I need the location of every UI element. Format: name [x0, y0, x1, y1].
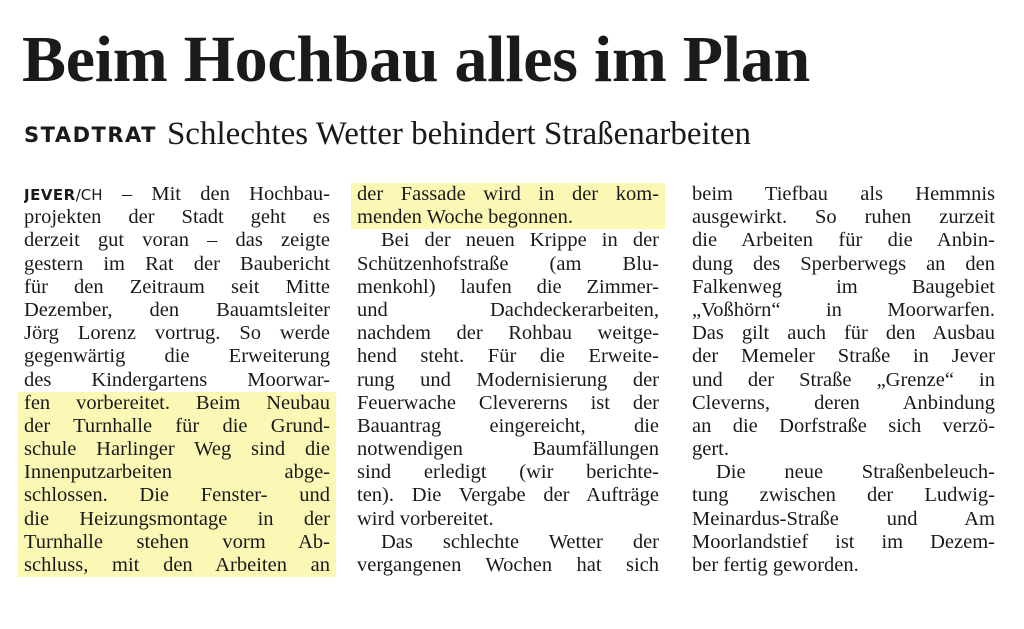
- text-line: menden Woche begonnen.: [357, 206, 574, 229]
- text-line: der Fassade wird in der kom-: [357, 183, 659, 205]
- text-line: der Memeler Straße in Jever: [692, 345, 995, 368]
- text-line: und Dachdeckerarbeiten,: [357, 298, 659, 321]
- text-line: Das gilt auch für den Ausbau: [692, 322, 995, 345]
- text-line: notwendigen Baumfällungen: [357, 438, 659, 461]
- text-line: die Arbeiten für die Anbin-: [692, 229, 995, 252]
- text-line: dung des Sperberwegs an den: [692, 252, 995, 275]
- text-line: Feuerwache Clevererns ist der: [357, 391, 659, 414]
- text-line: gegenwärtig die Erweiterung: [24, 345, 330, 368]
- text-line: hend steht. Für die Erweite-: [357, 345, 659, 368]
- text-line: Turnhalle stehen vorm Ab-: [24, 530, 330, 553]
- subtitle: Schlechtes Wetter behindert Straßenarbeiten: [166, 116, 752, 152]
- text-line: die Heizungsmontage in der: [24, 507, 330, 530]
- highlight-block-1: [18, 392, 336, 578]
- column-1: [24, 183, 330, 577]
- column-2: [357, 183, 659, 577]
- column-3: [692, 183, 995, 577]
- text-line: Meinardus-Straße und Am: [692, 507, 995, 530]
- text-line: vergangenen Wochen hat sich: [357, 554, 659, 576]
- text-fragment: – Mit den Hochbau-: [102, 183, 330, 205]
- highlight-block-2: [351, 183, 665, 229]
- text-line: beim Tiefbau als Hemmnis: [692, 183, 995, 205]
- text-line: derzeit gut voran – das zeigte: [24, 229, 330, 252]
- kicker: STADTRAT: [24, 123, 157, 147]
- text-line: Jörg Lorenz vortrug. So werde: [24, 322, 330, 345]
- headline: Beim Hochbau alles im Plan: [22, 23, 810, 96]
- text-line: wird vorbereitet.: [357, 507, 494, 530]
- text-line: Innenputzarbeiten abge-: [24, 461, 330, 484]
- text-line: der Turnhalle für die Grund-: [24, 414, 330, 437]
- text-line: ber fertig geworden.: [692, 554, 859, 576]
- text-line: für den Zeitraum seit Mitte: [24, 275, 330, 298]
- text-line: Dezember, den Bauamtsleiter: [24, 298, 330, 321]
- dateline-place: JEVER: [24, 186, 76, 204]
- text-line: gert.: [692, 438, 729, 461]
- text-line: nachdem der Rohbau weitge-: [357, 322, 659, 345]
- text-line: und der Straße „Grenze“ in: [692, 368, 995, 391]
- text-line: Das schlechte Wetter der: [381, 530, 659, 553]
- text-line: tung zwischen der Ludwig-: [692, 484, 995, 507]
- text-line: gestern im Rat der Baubericht: [24, 252, 330, 275]
- text-line: an die Dorfstraße sich verzö-: [692, 414, 995, 437]
- text-line: schluss, mit den Arbeiten an: [24, 554, 330, 576]
- text-line: Bei der neuen Krippe in der: [381, 229, 659, 252]
- text-line: Die neue Straßenbeleuch-: [716, 461, 995, 484]
- text-line: schlossen. Die Fenster- und: [24, 484, 330, 507]
- text-line: Falkenweg im Baugebiet: [692, 275, 995, 298]
- text-line: menkohl) laufen die Zimmer-: [357, 275, 659, 298]
- text-line: Cleverns, deren Anbindung: [692, 391, 995, 414]
- text-line: ten). Die Vergabe der Aufträge: [357, 484, 659, 507]
- text-line: Bauantrag eingereicht, die: [357, 414, 659, 437]
- text-line: fen vorbereitet. Beim Neubau: [24, 391, 330, 414]
- text-line: projekten der Stadt geht es: [24, 206, 330, 229]
- text-line: rung und Modernisierung der: [357, 368, 659, 391]
- text-line: „Voßhörn“ in Moorwarfen.: [692, 298, 995, 321]
- text-line: schule Harlinger Weg sind die: [24, 438, 330, 461]
- text-line: des Kindergartens Moorwar-: [24, 368, 330, 391]
- text-line: Moorlandstief ist im Dezem-: [692, 530, 995, 553]
- text-line: Schützenhofstraße (am Blu-: [357, 252, 659, 275]
- text-line: sind erledigt (wir berichte-: [357, 461, 659, 484]
- text-line: ausgewirkt. So ruhen zurzeit: [692, 206, 995, 229]
- dateline-author: /CH: [75, 186, 103, 204]
- text-line: [24, 183, 330, 206]
- subline: [24, 114, 1004, 160]
